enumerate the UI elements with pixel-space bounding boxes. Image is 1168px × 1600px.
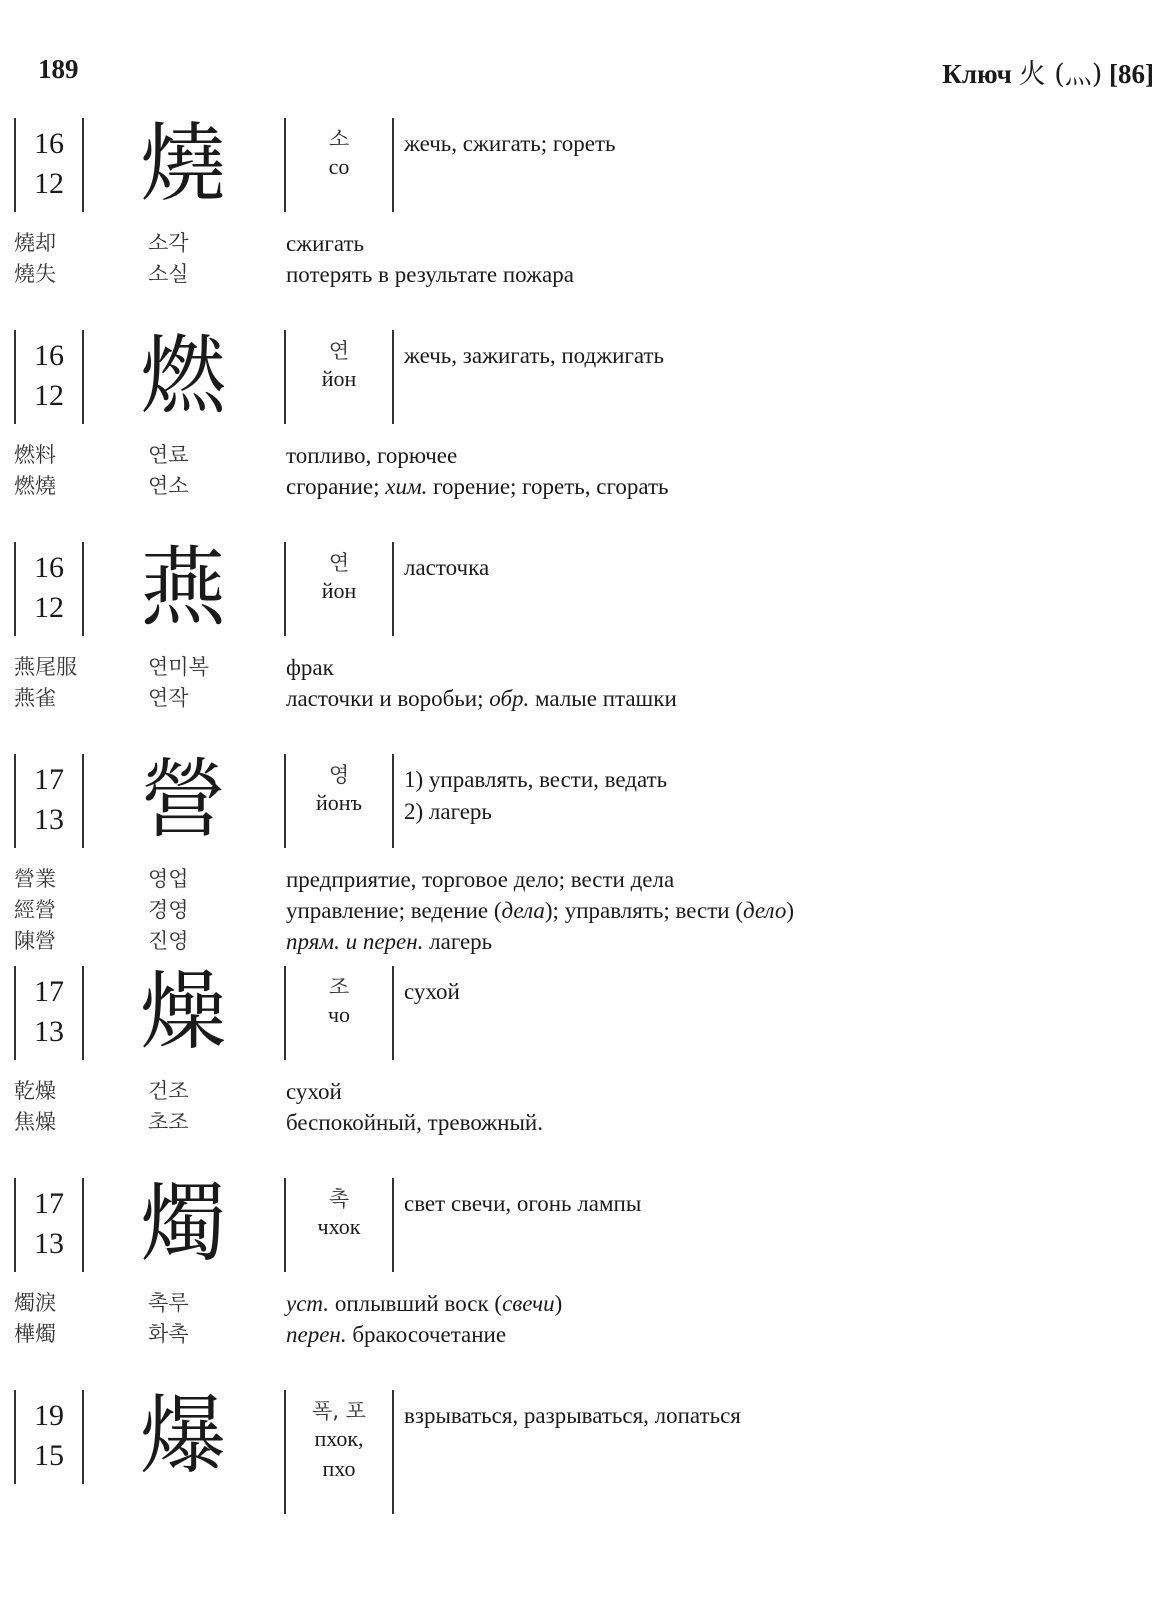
reading-korean: 폭, 포 — [312, 1399, 366, 1423]
translation-text: сгорание; — [286, 474, 386, 499]
total-strokes: 16 — [34, 551, 64, 584]
compound-hangul: 화촉 — [148, 1322, 189, 1346]
residual-strokes: 12 — [34, 167, 64, 200]
reading-box — [284, 118, 394, 212]
compound-row — [0, 228, 1168, 259]
compound-row — [0, 259, 1168, 290]
compound-row — [0, 864, 1168, 895]
translation-text: ) — [554, 1291, 563, 1316]
compound-hanja: 燒失 — [14, 262, 56, 286]
meaning-line: взрываться, разрываться, лопаться — [404, 1403, 741, 1428]
compound-hanja: 燭淚 — [14, 1291, 56, 1315]
headword-character: 燭 — [140, 1174, 226, 1274]
stroke-counts — [14, 1390, 84, 1484]
total-strokes: 17 — [34, 763, 64, 796]
running-head — [942, 52, 1154, 91]
reading-russian: пхо — [322, 1456, 356, 1481]
compound-row — [0, 1288, 1168, 1319]
reading-box — [284, 1178, 394, 1272]
compound-hangul: 영업 — [148, 867, 189, 891]
reading-korean: 연 — [328, 551, 350, 575]
dictionary-entry — [0, 114, 1168, 290]
stroke-counts — [14, 966, 84, 1060]
compound-translation — [286, 1076, 1146, 1107]
entry-head — [0, 750, 1168, 852]
compound-row — [0, 1076, 1168, 1107]
compound-hangul: 경영 — [148, 898, 189, 922]
compound-row — [0, 440, 1168, 471]
headword-meaning — [404, 552, 1144, 584]
headword-meaning — [404, 1400, 1144, 1432]
headword-meaning — [404, 1188, 1144, 1220]
reading-russian: чхок — [317, 1214, 361, 1239]
reading-korean: 연 — [328, 339, 350, 363]
compound-hangul: 연작 — [148, 686, 189, 710]
reading-russian: йонъ — [316, 790, 362, 815]
translation-text: оплывший воск ( — [329, 1291, 503, 1316]
dictionary-entry — [0, 538, 1168, 714]
compound-hangul: 연소 — [148, 474, 189, 498]
compound-row — [0, 926, 1168, 957]
residual-strokes: 13 — [34, 803, 64, 836]
entry-head — [0, 114, 1168, 216]
compound-hangul: 초조 — [148, 1110, 189, 1134]
reading-box — [284, 1390, 394, 1514]
stroke-counts — [14, 1178, 84, 1272]
total-strokes: 16 — [34, 339, 64, 372]
translation-text: управление; ведение ( — [286, 898, 502, 923]
usage-label: обр. — [489, 686, 530, 711]
compound-hanja: 燕尾服 — [14, 655, 77, 679]
translation-text: бракосочетание — [346, 1322, 507, 1347]
translation-text: ) — [786, 898, 795, 923]
compound-translation — [286, 864, 1146, 895]
translation-text: ); управлять; вести ( — [544, 898, 743, 923]
dictionary-entry — [0, 962, 1168, 1138]
compound-translation — [286, 471, 1146, 502]
meaning-line: ласточка — [404, 555, 490, 580]
compound-translation — [286, 228, 1146, 259]
usage-label: дело — [743, 898, 787, 923]
compound-hanja: 燕雀 — [14, 686, 56, 710]
usage-label: прям. и перен. — [286, 929, 424, 954]
compound-hangul: 소실 — [148, 262, 189, 286]
total-strokes: 19 — [34, 1399, 64, 1432]
meaning-line: свет свечи, огонь лампы — [404, 1191, 642, 1216]
running-head-radical: 火 (灬) — [1018, 59, 1103, 90]
meaning-line: жечь, сжигать; гореть — [404, 131, 616, 156]
usage-label: перен. — [286, 1322, 347, 1347]
compound-hangul: 소각 — [148, 231, 189, 255]
page-header — [0, 44, 1168, 98]
residual-strokes: 12 — [34, 379, 64, 412]
residual-strokes: 13 — [34, 1227, 64, 1260]
compound-row — [0, 895, 1168, 926]
compound-row — [0, 683, 1168, 714]
residual-strokes: 12 — [34, 591, 64, 624]
compound-list — [0, 1076, 1168, 1138]
translation-text: ласточки и воробьи; — [286, 686, 490, 711]
reading-russian: чо — [327, 1002, 351, 1027]
compound-translation — [286, 652, 1146, 683]
meaning-line: сухой — [404, 979, 460, 1004]
compound-list — [0, 864, 1168, 957]
compound-hangul: 진영 — [148, 929, 189, 953]
compound-hangul: 연료 — [148, 443, 189, 467]
compound-row — [0, 1107, 1168, 1138]
headword-meaning — [404, 128, 1144, 160]
stroke-counts — [14, 754, 84, 848]
compound-list — [0, 440, 1168, 502]
dictionary-entry — [0, 750, 1168, 957]
usage-label: уст. — [286, 1291, 330, 1316]
headword-meaning — [404, 764, 1144, 828]
compound-hangul: 촉루 — [148, 1291, 189, 1315]
page-number: 189 — [38, 54, 79, 84]
reading-korean: 영 — [328, 763, 350, 787]
reading-box — [284, 330, 394, 424]
translation-text: фрак — [286, 655, 334, 680]
meaning-line: 1) управлять, вести, ведать — [404, 767, 668, 792]
usage-label: свечи — [502, 1291, 555, 1316]
compound-hangul: 건조 — [148, 1079, 189, 1103]
compound-hanja: 樺燭 — [14, 1322, 56, 1346]
total-strokes: 16 — [34, 127, 64, 160]
compound-translation — [286, 683, 1146, 714]
compound-translation — [286, 1288, 1146, 1319]
translation-text: лагерь — [423, 929, 493, 954]
stroke-counts — [14, 330, 84, 424]
entry-head — [0, 962, 1168, 1064]
reading-box — [284, 966, 394, 1060]
headword-character: 燕 — [140, 538, 226, 638]
translation-text: потерять в результате пожара — [286, 262, 574, 287]
compound-translation — [286, 259, 1146, 290]
headword-character: 爆 — [140, 1386, 226, 1486]
total-strokes: 17 — [34, 975, 64, 1008]
usage-label: дела — [501, 898, 545, 923]
stroke-counts — [14, 118, 84, 212]
total-strokes: 17 — [34, 1187, 64, 1220]
reading-russian: со — [328, 154, 350, 179]
reading-korean: 조 — [328, 975, 350, 999]
compound-list — [0, 652, 1168, 714]
reading-russian: йон — [321, 578, 357, 603]
residual-strokes: 15 — [34, 1439, 64, 1472]
compound-translation — [286, 926, 1146, 957]
stroke-counts — [14, 542, 84, 636]
entry-head — [0, 326, 1168, 428]
compound-hangul: 연미복 — [148, 655, 209, 679]
translation-text: сжигать — [286, 231, 364, 256]
residual-strokes: 13 — [34, 1015, 64, 1048]
headword-character: 燃 — [140, 326, 226, 426]
dictionary-entry — [0, 1386, 1168, 1500]
translation-text: горение; гореть, сгорать — [427, 474, 669, 499]
running-head-number: [86] — [1109, 59, 1154, 89]
translation-text: сухой — [286, 1079, 342, 1104]
entry-head — [0, 1174, 1168, 1276]
reading-russian: йон — [321, 366, 357, 391]
translation-text: беспокойный, тревожный. — [286, 1110, 543, 1135]
compound-hanja: 燃燒 — [14, 474, 56, 498]
compound-hanja: 營業 — [14, 867, 56, 891]
reading-russian: пхок, — [314, 1426, 364, 1451]
compound-row — [0, 471, 1168, 502]
compound-translation — [286, 1107, 1146, 1138]
meaning-line: 2) лагерь — [404, 799, 492, 824]
compound-translation — [286, 440, 1146, 471]
dictionary-entry — [0, 326, 1168, 502]
compound-hanja: 經營 — [14, 898, 56, 922]
compound-list — [0, 1288, 1168, 1350]
compound-translation — [286, 1319, 1146, 1350]
translation-text: топливо, горючее — [286, 443, 458, 468]
reading-box — [284, 542, 394, 636]
compound-row — [0, 652, 1168, 683]
headword-character: 燒 — [140, 114, 226, 214]
reading-box — [284, 754, 394, 848]
headword-character: 燥 — [140, 962, 226, 1062]
dictionary-entry — [0, 1174, 1168, 1350]
reading-korean: 촉 — [328, 1187, 350, 1211]
headword-character: 營 — [140, 750, 226, 850]
usage-label: хим. — [385, 474, 428, 499]
translation-text: предприятие, торговое дело; вести дела — [286, 867, 675, 892]
entry-head — [0, 1386, 1168, 1488]
reading-korean: 소 — [328, 127, 350, 151]
translation-text: малые пташки — [529, 686, 677, 711]
headword-meaning — [404, 340, 1144, 372]
compound-hanja: 乾燥 — [14, 1079, 56, 1103]
running-head-prefix: Ключ — [942, 59, 1012, 89]
compound-list — [0, 228, 1168, 290]
compound-hanja: 焦燥 — [14, 1110, 56, 1134]
compound-hanja: 燃料 — [14, 443, 56, 467]
compound-hanja: 燒却 — [14, 231, 56, 255]
compound-translation — [286, 895, 1146, 926]
compound-hanja: 陳營 — [14, 929, 56, 953]
meaning-line: жечь, зажигать, поджигать — [404, 343, 664, 368]
headword-meaning — [404, 976, 1144, 1008]
compound-row — [0, 1319, 1168, 1350]
entry-head — [0, 538, 1168, 640]
